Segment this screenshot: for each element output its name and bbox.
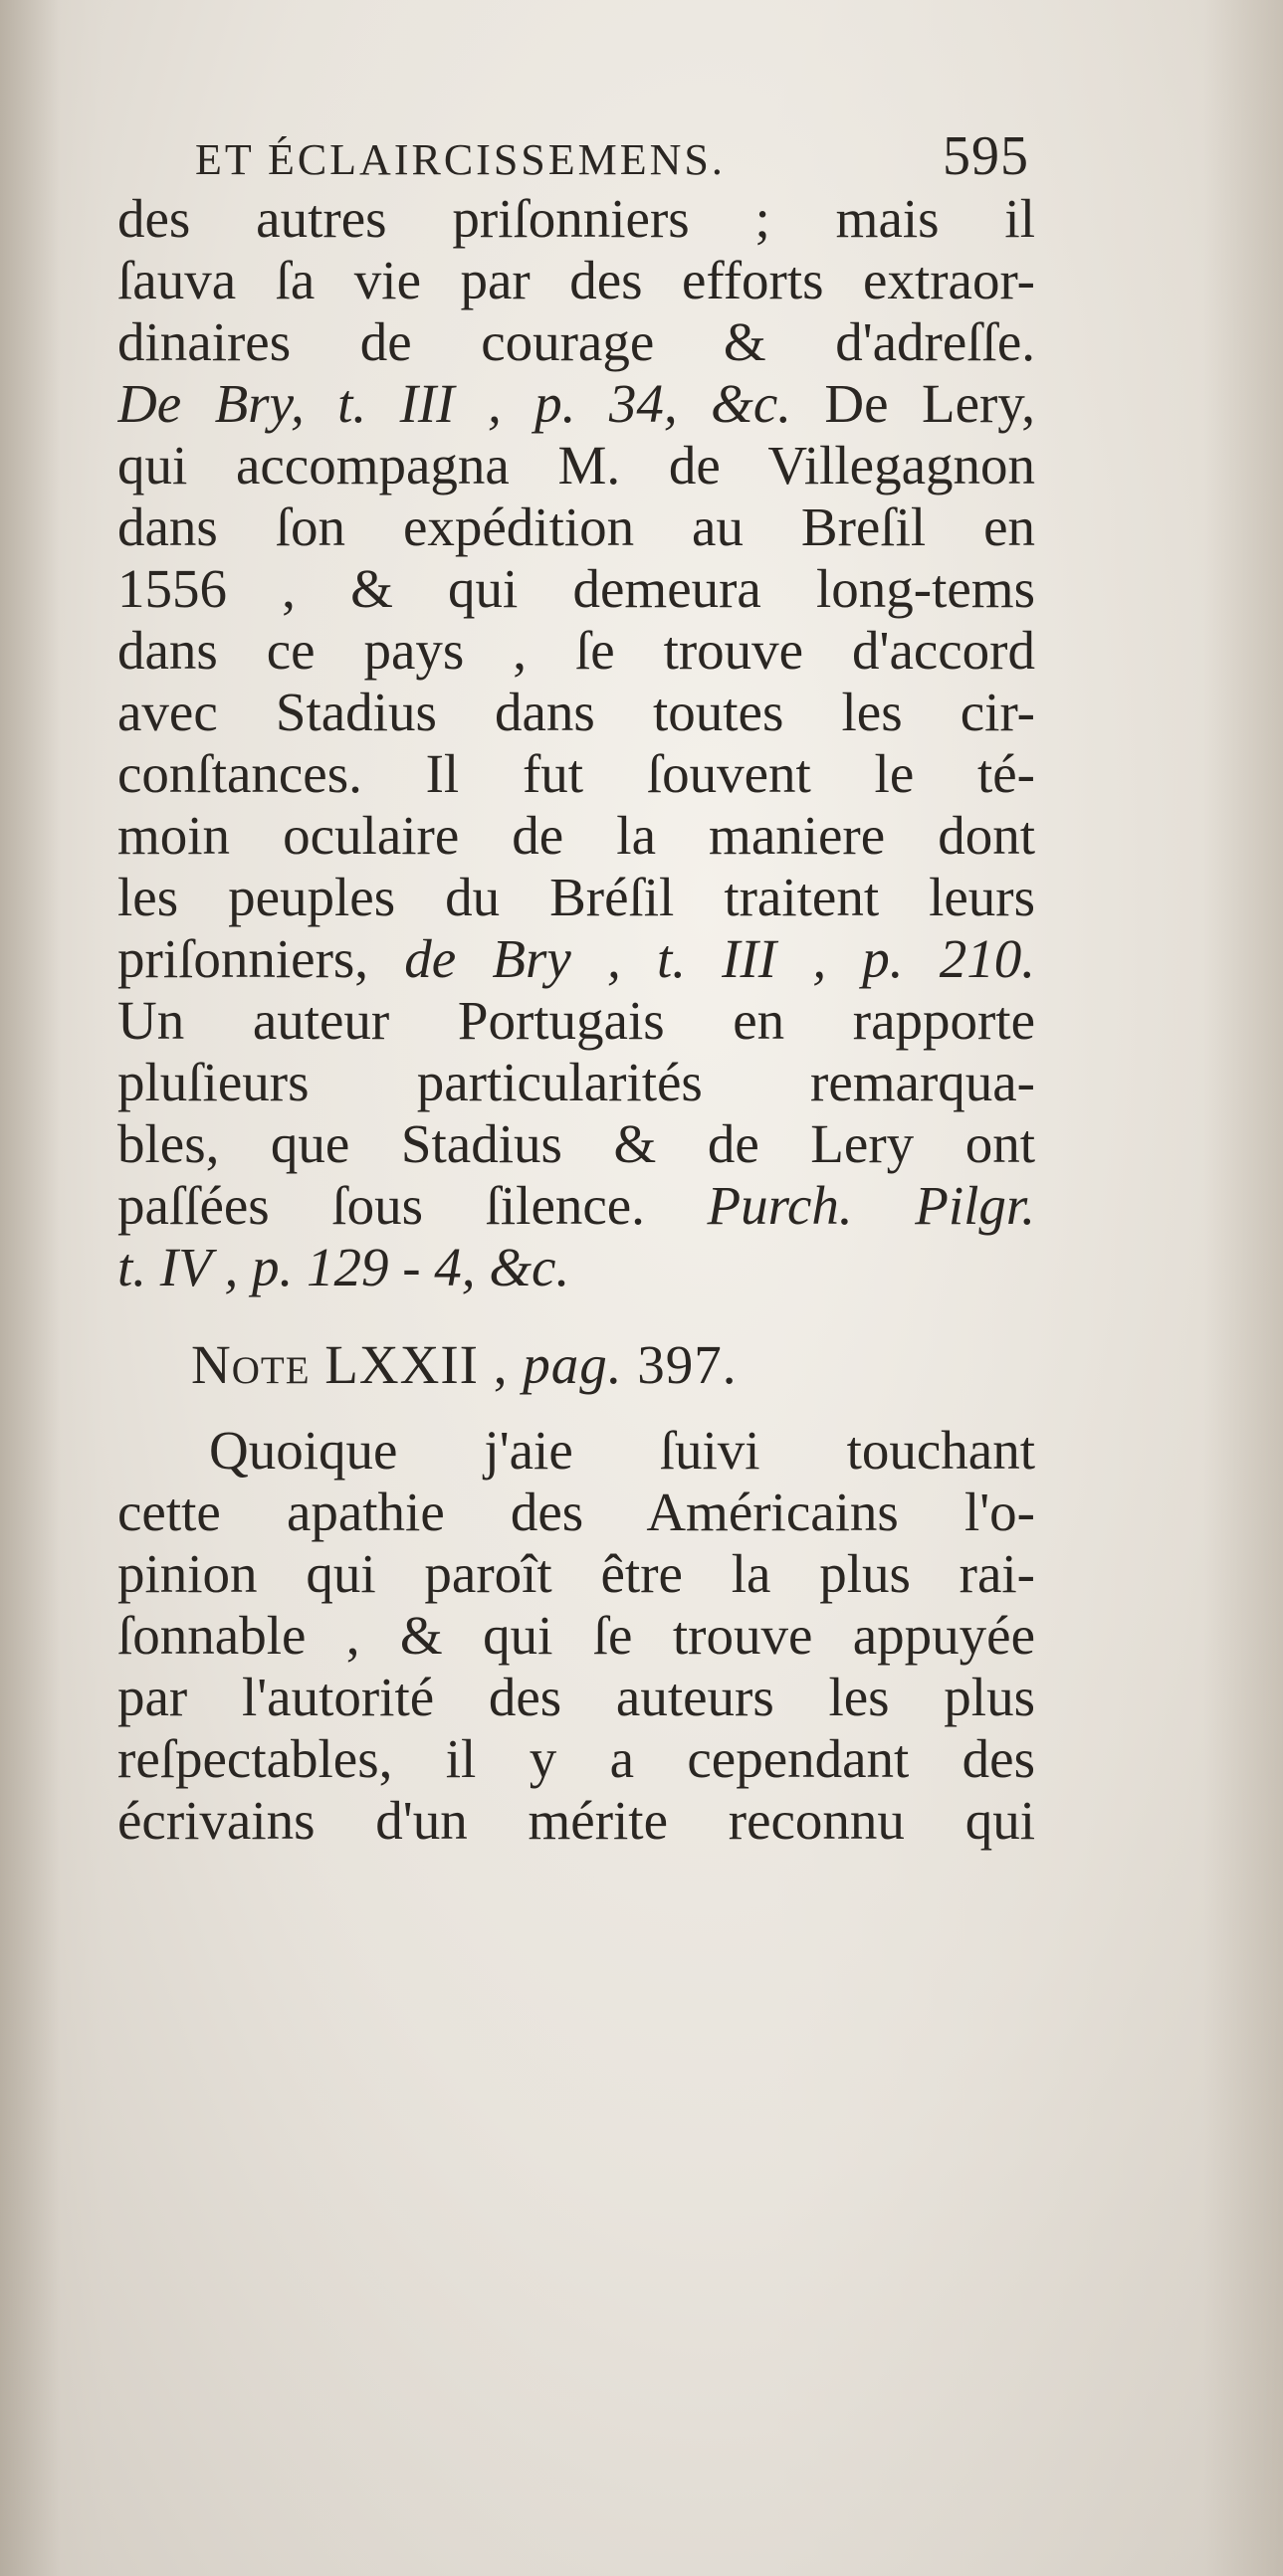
line-text: bles, que Stadius & de Lery ont: [117, 1113, 1035, 1174]
text-line: [117, 928, 1035, 990]
citation-text: t. IV , p. 129 - 4, &c.: [117, 1237, 570, 1297]
text-line: [117, 1052, 1035, 1113]
text-line: [117, 682, 1035, 743]
paragraph-continued: [117, 188, 1035, 1298]
text-line: [117, 990, 1035, 1052]
line-text: des autres priſonniers ; mais il: [117, 188, 1035, 249]
text-line: [117, 311, 1035, 373]
text-line: [117, 1237, 1035, 1298]
text-line: cette apathie des Américains l'o-: [117, 1482, 1035, 1542]
line-text: moin oculaire de la maniere dont: [117, 805, 1035, 866]
text-line: [117, 250, 1035, 311]
text-line: pinion qui paroît être la plus rai-: [117, 1543, 1035, 1604]
line-text: avec Stadius dans toutes les cir-: [117, 682, 1035, 742]
text-line: par l'autorité des auteurs les plus: [117, 1667, 1035, 1727]
text-line: ſonnable , & qui ſe trouve appuyée: [117, 1605, 1035, 1666]
text-block: [117, 124, 1035, 1852]
text-line: [117, 620, 1035, 682]
note-number: LXXII ,: [310, 1334, 509, 1395]
note-word: Note: [191, 1334, 311, 1395]
citation-text: De Bry, t. III , p. 34, &c.: [117, 373, 791, 434]
paragraph-note: [117, 1420, 1035, 1852]
line-text: dans ce pays , ſe trouve d'accord: [117, 620, 1035, 681]
running-head: [117, 124, 1035, 188]
text-line: [117, 435, 1035, 496]
line-text: pluſieurs particularités remarqua-: [117, 1052, 1035, 1112]
text-line: [117, 1113, 1035, 1175]
text-line: [117, 1175, 1035, 1237]
note-page-ref: 397.: [622, 1334, 738, 1395]
text-line: [117, 867, 1035, 928]
line-text: De Lery,: [790, 373, 1035, 434]
text-line: écrivains d'un mérite reconnu qui: [117, 1790, 1035, 1851]
line-text: les peuples du Bréſil traitent leurs: [117, 867, 1035, 927]
text-line: [117, 496, 1035, 558]
text-line: [117, 373, 1035, 435]
line-text: dans ſon expédition au Breſil en: [117, 496, 1035, 557]
note-pag: pag.: [508, 1334, 623, 1395]
line-text: priſonniers,: [117, 928, 405, 989]
text-line: [117, 743, 1035, 805]
page-number: 595: [943, 125, 1029, 187]
citation-text: Purch. Pilgr.: [707, 1175, 1035, 1236]
text-line: [117, 558, 1035, 620]
line-text: Un auteur Portugais en rapporte: [117, 990, 1035, 1051]
text-line: [117, 805, 1035, 867]
note-heading: [117, 1334, 1035, 1396]
line-text: qui accompagna M. de Villegagnon: [117, 435, 1035, 495]
line-text: paſſées ſous ſilence.: [117, 1175, 708, 1236]
running-title: ET ÉCLAIRCISSEMENS.: [195, 135, 726, 184]
citation-text: de Bry , t. III , p. 210.: [404, 928, 1035, 989]
line-text: 1556 , & qui demeura long-tems: [117, 558, 1035, 619]
line-text: dinaires de courage & d'adreſſe.: [117, 311, 1035, 372]
line-text: ſauva ſa vie par des efforts extraor-: [117, 250, 1035, 310]
text-line: reſpectables, il y a cependant des: [117, 1728, 1035, 1789]
text-line: [117, 188, 1035, 250]
line-text: conſtances. Il fut ſouvent le té-: [117, 743, 1035, 804]
text-line: Quoique j'aie ſuivi touchant: [209, 1420, 1035, 1481]
